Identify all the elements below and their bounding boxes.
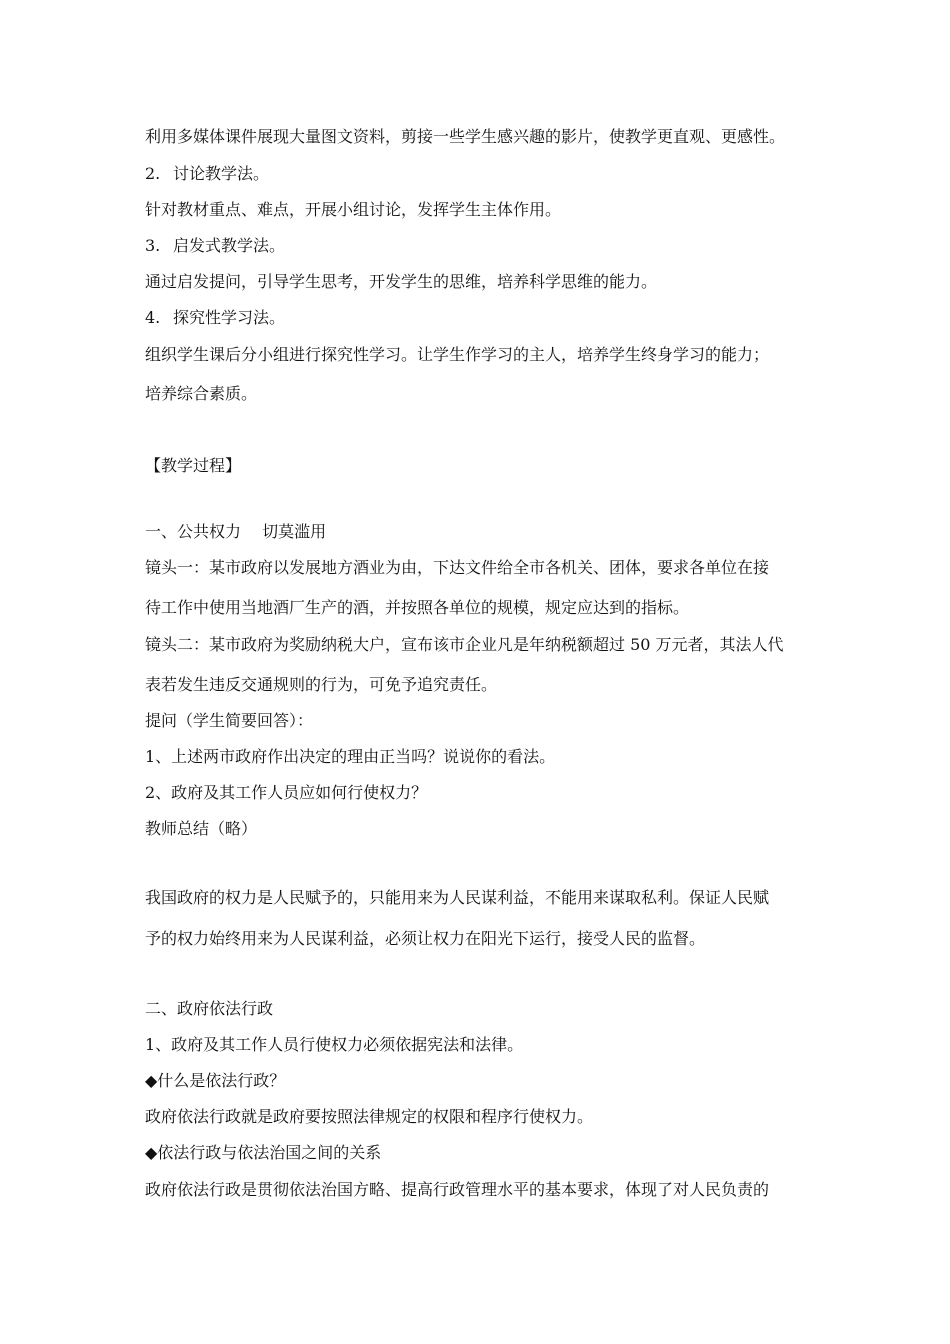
method-item-2-number: 2.	[145, 164, 161, 183]
question-what-is-lawful-admin: ◆什么是依法行政？	[145, 1071, 286, 1090]
teacher-summary: 教师总结（略）	[145, 819, 258, 838]
method-item-4-number: 4.	[145, 308, 161, 327]
method-item-2-title: 讨论教学法。	[173, 164, 270, 183]
answer-relation: 政府依法行政是贯彻依法治国方略、提高行政管理水平的基本要求，体现了对人民负责的	[145, 1180, 770, 1199]
shot1-line2: 待工作中使用当地酒厂生产的酒，并按照各单位的规模，规定应达到的指标。	[145, 598, 690, 617]
question-relation: ◆依法行政与依法治国之间的关系	[145, 1143, 382, 1162]
method-item-2-desc: 针对教材重点、难点，开展小组讨论，发挥学生主体作用。	[145, 200, 562, 219]
section1-title: 一、公共权力 切莫滥用	[145, 522, 327, 541]
method-item-3-number: 3.	[145, 236, 161, 255]
shot2-line2: 表若发生违反交通规则的行为，可免予追究责任。	[145, 675, 498, 694]
summary-line2: 予的权力始终用来为人民谋利益，必须让权力在阳光下运行，接受人民的监督。	[145, 929, 706, 948]
section-heading-teaching-process: 【教学过程】	[145, 456, 242, 475]
shot2-line1: 镜头二：某市政府为奖励纳税大户，宣布该市企业凡是年纳税额超过 50 万元者，其法人代	[145, 635, 784, 654]
question-1: 1、上述两市政府作出决定的理由正当吗？说说你的看法。	[145, 747, 556, 766]
section2-point1: 1、政府及其工作人员行使权力必须依据宪法和法律。	[145, 1035, 524, 1054]
shot1-line1: 镜头一：某市政府以发展地方酒业为由，下达文件给全市各机关、团体，要求各单位在接	[145, 558, 770, 577]
method-item-3	[145, 235, 825, 257]
answer-what-is-lawful-admin: 政府依法行政就是政府要按照法律规定的权限和程序行使权力。	[145, 1107, 594, 1126]
question-intro: 提问（学生简要回答）：	[145, 711, 314, 730]
method-item-4-desc-line2: 培养综合素质。	[145, 384, 258, 403]
method-item-4-title: 探究性学习法。	[173, 308, 286, 327]
question-2: 2、政府及其工作人员应如何行使权力？	[145, 783, 428, 802]
method-item-4-desc-line1: 组织学生课后分小组进行探究性学习。让学生作学习的主人，培养学生终身学习的能力；	[145, 345, 770, 364]
method-item-4	[145, 307, 825, 329]
method-item-2	[145, 163, 825, 185]
section2-title: 二、政府依法行政	[145, 999, 274, 1018]
summary-line1: 我国政府的权力是人民赋予的，只能用来为人民谋利益，不能用来谋取私利。保证人民赋	[145, 888, 770, 907]
multimedia-method-desc: 利用多媒体课件展现大量图文资料，剪接一些学生感兴趣的影片，使教学更直观、更感性。	[145, 127, 786, 146]
method-item-3-desc: 通过启发提问，引导学生思考，开发学生的思维，培养科学思维的能力。	[145, 272, 658, 291]
method-item-3-title: 启发式教学法。	[173, 236, 286, 255]
